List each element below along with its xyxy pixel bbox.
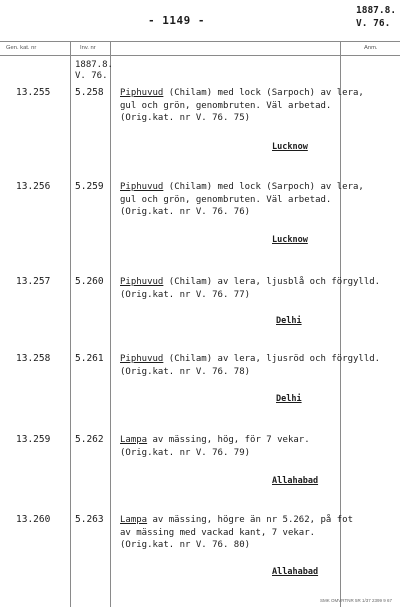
entry-line: av mässing med vackad kant, 7 vekar. <box>120 527 316 538</box>
entry-description <box>120 514 353 552</box>
entry-line <box>120 353 380 366</box>
entry-gen-number: 13.260 <box>16 514 51 525</box>
entry-description <box>120 87 364 125</box>
entry-gen-number: 13.258 <box>16 353 51 364</box>
entry-line <box>120 434 310 447</box>
entry-gen-number: 13.255 <box>16 87 51 98</box>
column-header-gen: Gen. kat. nr <box>6 45 37 51</box>
entry-line: gul och grön, genombruten. Väl arbetad. <box>120 194 332 205</box>
entry-line-text: (Chilam) av lera, ljusröd och förgylld. <box>163 354 381 364</box>
entry-title: Lampa <box>120 435 148 445</box>
entry-line-text: av mässing, hög, för 7 vekar. <box>147 435 310 445</box>
entry-inv-number: 5.260 <box>75 276 104 287</box>
entry-title: Piphuvud <box>120 88 164 98</box>
entry-line: (Orig.kat. nr V. 76. 76) <box>120 207 251 218</box>
entry-line: gul och grön, genombruten. Väl arbetad. <box>120 100 332 111</box>
entry-line: (Orig.kat. nr V. 76. 77) <box>120 289 251 300</box>
column-divider-inv <box>110 42 111 607</box>
inv-prefix <box>75 60 113 82</box>
column-header-anm: Anm. <box>364 45 378 51</box>
entry-line: (Orig.kat. nr V. 76. 78) <box>120 366 251 377</box>
entry-inv-number: 5.263 <box>75 514 104 525</box>
entry-title: Piphuvud <box>120 277 164 287</box>
entry-description <box>120 276 380 301</box>
entry-line-text: (Chilam) med lock (Sarpoch) av lera, <box>163 182 364 192</box>
entry-line <box>120 514 353 527</box>
entry-line <box>120 181 364 194</box>
entry-place: Delhi <box>276 394 302 404</box>
column-header-inv: Inv. nr <box>80 45 96 51</box>
entry-place: Lucknow <box>272 235 308 245</box>
entry-line-text: av mässing, högre än nr 5.262, på fot <box>147 515 353 525</box>
entry-gen-number: 13.257 <box>16 276 51 287</box>
entry-line <box>120 276 380 289</box>
entry-gen-number: 13.256 <box>16 181 51 192</box>
entry-line: (Orig.kat. nr V. 76. 79) <box>120 447 251 458</box>
entry-title: Lampa <box>120 515 148 525</box>
header-reference <box>356 4 396 30</box>
entry-line-text: (Chilam) med lock (Sarpoch) av lera, <box>163 88 364 98</box>
entry-line <box>120 87 364 100</box>
entry-description <box>120 434 310 459</box>
inv-prefix-year: 1887.8. <box>75 60 113 70</box>
inv-prefix-volume: V. 76. <box>75 71 108 81</box>
column-divider-gen <box>70 42 71 607</box>
entry-inv-number: 5.258 <box>75 87 104 98</box>
entry-place: Allahabad <box>272 476 319 486</box>
entry-line: (Orig.kat. nr V. 76. 75) <box>120 113 251 124</box>
entry-gen-number: 13.259 <box>16 434 51 445</box>
entry-inv-number: 5.262 <box>75 434 104 445</box>
print-mark: SMK OMVRTNR 5R 1/37 2399 9 67 <box>320 598 392 603</box>
entry-line: (Orig.kat. nr V. 76. 80) <box>120 540 251 551</box>
header-volume: V. 76. <box>356 18 391 29</box>
entry-inv-number: 5.259 <box>75 181 104 192</box>
entry-description <box>120 353 380 378</box>
entry-place: Lucknow <box>272 142 308 152</box>
entry-description <box>120 181 364 219</box>
header-year: 1887.8. <box>356 5 397 16</box>
page-number: - 1149 - <box>148 14 205 27</box>
entry-place: Delhi <box>276 316 302 326</box>
entry-title: Piphuvud <box>120 182 164 192</box>
entry-title: Piphuvud <box>120 354 164 364</box>
entry-line-text: (Chilam) av lera, ljusblå och förgylld. <box>163 277 381 287</box>
entry-place: Allahabad <box>272 567 319 577</box>
entry-inv-number: 5.261 <box>75 353 104 364</box>
